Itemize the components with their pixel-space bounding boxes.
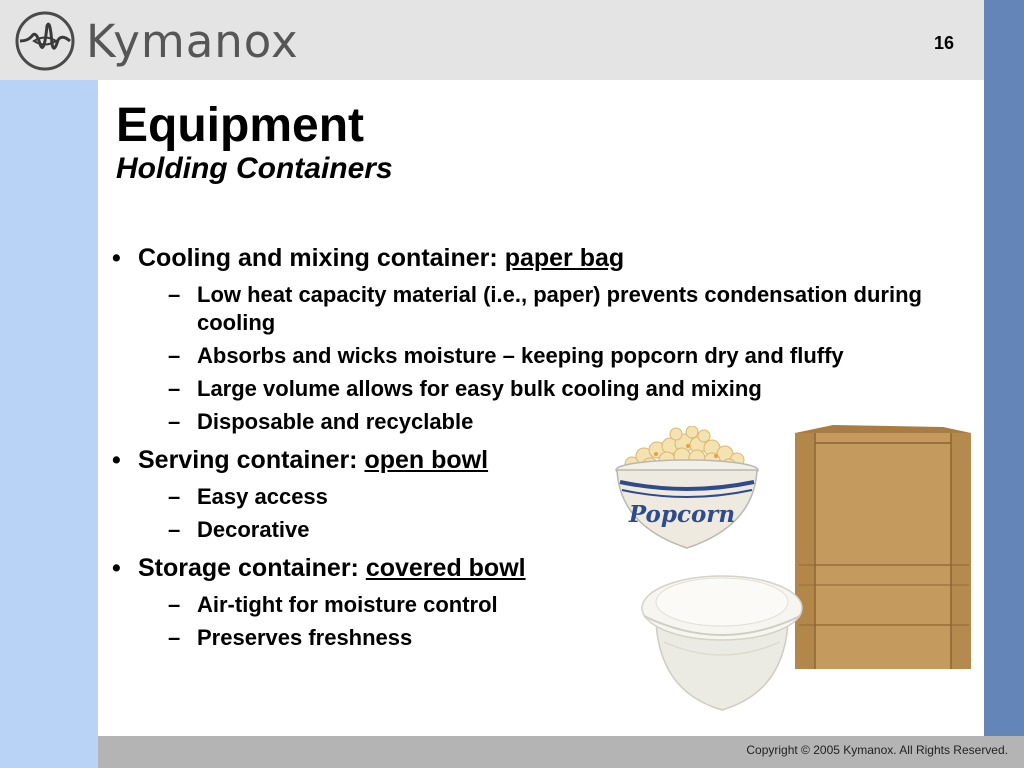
sub-item: – Large volume allows for easy bulk cooling and mixing bbox=[168, 376, 762, 401]
kymanox-logo-icon bbox=[14, 10, 76, 72]
bullet-dot: • bbox=[112, 244, 121, 272]
bullet-lead: Serving container: bbox=[138, 446, 365, 474]
sub-item: – Disposable and recyclable bbox=[168, 409, 474, 434]
sub-item: – Preserves freshness bbox=[168, 625, 413, 650]
bullet-dot: • bbox=[112, 554, 121, 582]
bullet-lead: Storage container: bbox=[138, 554, 366, 582]
right-accent-band bbox=[984, 0, 1024, 768]
bullet-lead: Cooling and mixing container: bbox=[138, 244, 505, 272]
logo-text: Kymanox bbox=[86, 14, 299, 68]
left-accent-band bbox=[0, 80, 98, 768]
copyright-text: Copyright © 2005 Kymanox. All Rights Reserved. bbox=[746, 743, 1008, 757]
bowl-label: Popcorn bbox=[628, 501, 736, 528]
bullet-paper-bag bbox=[112, 243, 972, 274]
bullet-dot: • bbox=[112, 446, 121, 474]
sub-item: – Easy access bbox=[168, 484, 328, 509]
paper-bag-link[interactable]: paper bag bbox=[504, 244, 625, 272]
page-number: 16 bbox=[933, 33, 954, 53]
covered-bowl-link[interactable]: covered bowl bbox=[365, 554, 526, 582]
popcorn-bowl-image bbox=[612, 426, 762, 551]
slide-subtitle: Holding Containers bbox=[116, 152, 393, 185]
kymanox-logo bbox=[14, 10, 299, 72]
open-bowl-link[interactable]: open bowl bbox=[364, 446, 489, 474]
sub-list bbox=[112, 281, 972, 436]
sub-item: – Low heat capacity material (i.e., paper) prevents condensation during cooling bbox=[168, 282, 922, 335]
slide-title: Equipment bbox=[116, 99, 364, 152]
sub-item: – Decorative bbox=[168, 517, 310, 542]
sub-item: – Air-tight for moisture control bbox=[168, 592, 498, 617]
paper-bag-image bbox=[793, 425, 973, 671]
covered-bowl-image bbox=[640, 562, 804, 714]
sub-item: – Absorbs and wicks moisture – keeping popcorn dry and fluffy bbox=[168, 343, 844, 368]
